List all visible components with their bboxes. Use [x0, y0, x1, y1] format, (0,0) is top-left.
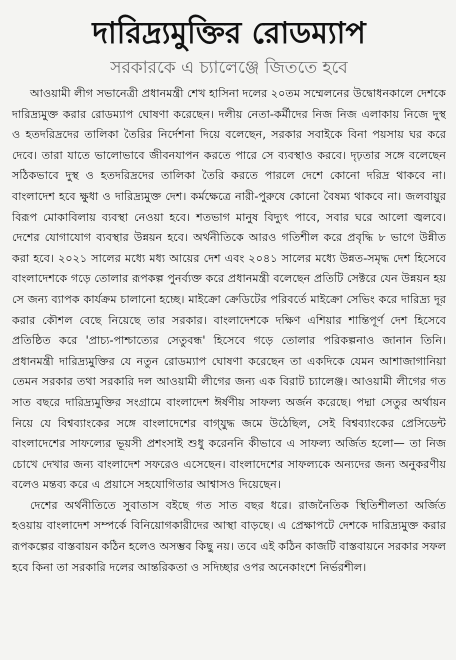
article-paragraph-2: দেশের অর্থনীতিতে সুবাতাস বইছে গত সাত বছর ধরে। রাজনৈতিক স্থিতিশীলতা অর্জিত হওয়ায় বাংলাদেশ সম্পর্কে বিনিয়োগকারীদের আস্থা বাড়ছে। এ প্রেক্ষাপটে দেশকে দারিদ্র্যমুক্ত করার রূপকল্পের বাস্তবায়ন কঠিন হলেও অসম্ভব কিছু নয়। তবে এই কঠিন কাজটি বাস্তবায়নে সরকার সফল হবে কিনা তা সরকারি দলের আন্তরিকতা ও সদিচ্ছার ওপর অনেকাংশে নির্ভরশীল।	[12, 498, 446, 574]
article-paragraph-1: আওয়ামী লীগ সভানেত্রী প্রধানমন্ত্রী শেখ হাসিনা দলের ২০তম সম্মেলনের উদ্বোধনকালে দেশকে দারিদ্র্যমুক্ত করার রোডম্যাপ ঘোষণা করেছেন। দলীয় নেতা-কর্মীদের নিজ নিজ এলাকায় নিজে দুস্থ ও হতদরিদ্রদের তালিকা তৈরির নির্দেশনা দিয়ে বলেছেন, সরকার সবাইকে বিনা পয়সায় ঘর করে দেবে। তারা যাতে ভালোভাবে জীবনযাপন করতে পারে সে ব্যবস্থাও করবে। দৃঢ়তার সঙ্গে বলেছেন সঠিকভাবে দুস্থ ও হতদরিদ্রদের তালিকা তৈরি করতে পারলে দেশে কোনো দরিদ্র থাকবে না। বাংলাদেশ হবে ক্ষুধা ও দারিদ্র্যমুক্ত দেশ। কর্মক্ষেত্রে নারী-পুরুষে কোনো বৈষম্য থাকবে না। জলবায়ুর বিরূপ মোকাবিলায় ব্যবস্থা নেওয়া হবে। শতভাগ মানুষ বিদ্যুৎ পাবে, সবার ঘরে আলো জ্বলবে। দেশের যোগাযোগ ব্যবস্থার উন্নয়ন হবে। অর্থনীতিকে আরও গতিশীল করে প্রবৃদ্ধি ৮ ভাগে উন্নীত করা হবে। ২০২১ সালের মধ্যে মধ্য আয়ের দেশ এবং ২০৪১ সালের মধ্যে উন্নত-সমৃদ্ধ দেশ হিসেবে বাংলাদেশকে গড়ে তোলার রূপকল্প পুনর্ব্যক্ত করে প্রধানমন্ত্রী বলেছেন প্রতিটি সেক্টরে যেন উন্নয়ন হয় সে জন্য ব্যাপক কার্যক্রম চালানো হচ্ছে। মাইক্রো ক্রেডিটের পরিবর্তে মাইক্রো সেভিং করে দারিদ্র্য দূর করার কৌশল বেছে নিয়েছে তার সরকার। বাংলাদেশকে দক্ষিণ এশিয়ার শান্তিপূর্ণ দেশ হিসেবে প্রতিষ্ঠিত করে 'প্রাচ্য-পাশ্চাত্যের সেতুবন্ধ' হিসেবে গড়ে তোলার পরিকল্পনাও জানান তিনি। প্রধানমন্ত্রী দারিদ্র্যমুক্তির যে নতুন রোডম্যাপ ঘোষণা করেছেন তা একদিকে যেমন আশাজাগানিয়া তেমন সরকার তথা সরকারি দল আওয়ামী লীগের জন্য এক বিরাট চ্যালেঞ্জ। আওয়ামী লীগের গত সাত বছরে দারিদ্র্যমুক্তির সংগ্রামে বাংলাদেশ ঈর্ষণীয় সাফল্য অর্জন করেছে। পদ্মা সেতুর অর্থায়ন নিয়ে যে বিশ্বব্যাংকের সঙ্গে বাংলাদেশের বাগ্‌যুদ্ধ জমে উঠেছিল, সেই বিশ্বব্যাংকের প্রেসিডেন্ট বাংলাদেশের সাফল্যের ভূয়সী প্রশংসাই শুধু করেননি কীভাবে এ সাফল্য অর্জিত হলো— তা নিজ চোখে দেখার জন্য বাংলাদেশ সফরেও এসেছেন। বাংলাদেশের সাফল্যকে অন্যদের জন্য অনুকরণীয় বলেও মন্তব্য করে এ প্রয়াসে সহযোগিতার আশ্বাসও দিয়েছেন।	[12, 87, 446, 492]
article-subheadline: সরকারকে এ চ্যালেঞ্জে জিততে হবে	[110, 58, 348, 78]
article-headline: দারিদ্র্যমুক্তির রোডম্যাপ	[92, 16, 366, 51]
